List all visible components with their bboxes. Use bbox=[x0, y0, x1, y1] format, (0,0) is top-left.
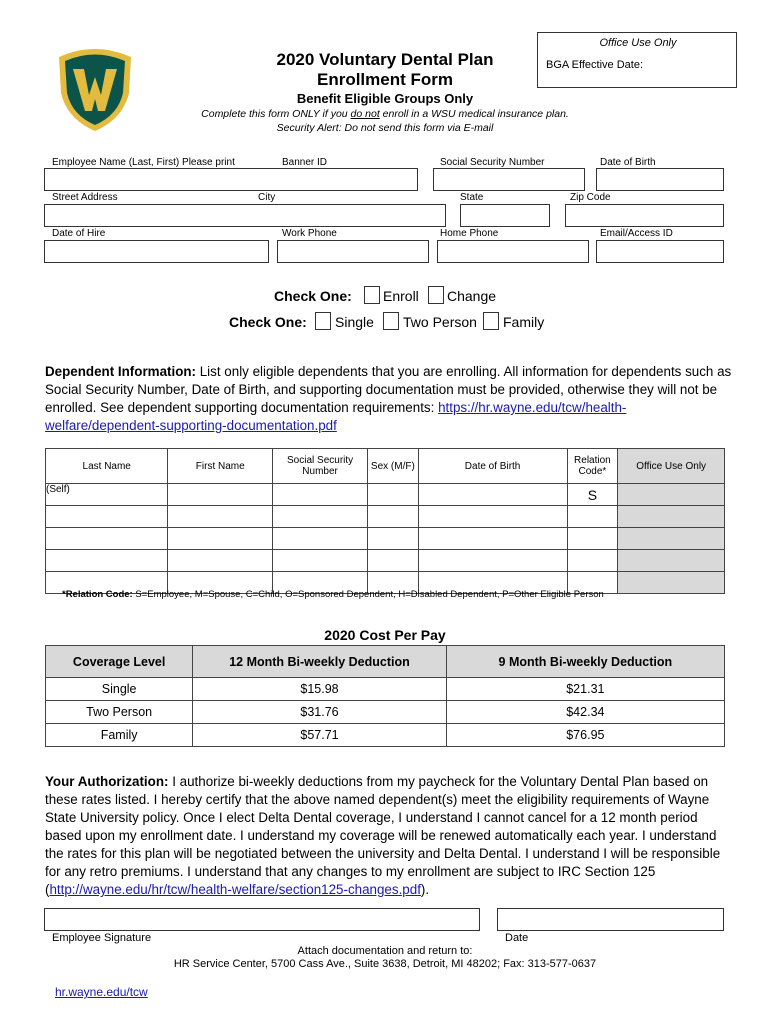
enroll-label: Enroll bbox=[383, 288, 419, 304]
dependent-doc-link[interactable]: https://hr.wayne.edu/tcw/health-welfare/dependent-supporting-documentation.pdf bbox=[45, 400, 627, 433]
date-label: Date bbox=[505, 932, 529, 944]
self-label: (Self) bbox=[46, 484, 168, 506]
office-use-title: Office Use Only bbox=[599, 37, 677, 49]
col-dob: Date of Birth bbox=[418, 449, 567, 484]
dependent-table bbox=[45, 448, 725, 594]
col-relation-code: Relation Code* bbox=[567, 449, 618, 484]
coverage-level-cell: Two Person bbox=[46, 701, 193, 724]
street-label: Street Address bbox=[52, 192, 118, 203]
bga-effective-date-label: BGA Effective Date: bbox=[546, 59, 644, 71]
street-city-field[interactable] bbox=[44, 204, 446, 227]
email-field[interactable] bbox=[596, 240, 724, 263]
city-label: City bbox=[258, 192, 276, 203]
family-label: Family bbox=[503, 314, 545, 330]
date-field[interactable] bbox=[497, 908, 724, 931]
cost-9-month-cell: $42.34 bbox=[446, 701, 724, 724]
form-title: 2020 Voluntary Dental Plan bbox=[276, 50, 494, 69]
security-alert: Security Alert: Do not send this form via E-mail bbox=[276, 122, 494, 134]
dob-field[interactable] bbox=[596, 168, 724, 191]
hire-date-field[interactable] bbox=[44, 240, 269, 263]
check-one-coverage-label: Check One: bbox=[229, 314, 307, 330]
table-row bbox=[46, 724, 725, 747]
table-row bbox=[46, 678, 725, 701]
cost-title: 2020 Cost Per Pay bbox=[324, 627, 446, 643]
zip-label: Zip Code bbox=[570, 192, 611, 203]
col-sex: Sex (M/F) bbox=[368, 449, 419, 484]
cost-12-month-cell: $31.76 bbox=[193, 701, 446, 724]
cost-12-month-cell: $57.71 bbox=[193, 724, 446, 747]
employee-name-label: Employee Name (Last, First) Please print bbox=[52, 157, 235, 168]
table-row bbox=[46, 550, 725, 572]
table-row bbox=[46, 484, 725, 506]
office-use-box bbox=[537, 32, 737, 88]
header-9-month: 9 Month Bi-weekly Deduction bbox=[446, 646, 724, 678]
home-phone-field[interactable] bbox=[437, 240, 589, 263]
change-label: Change bbox=[447, 288, 497, 304]
benefit-groups-heading: Benefit Eligible Groups Only bbox=[296, 91, 474, 106]
cost-table bbox=[45, 645, 725, 747]
col-ssn: Social Security Number bbox=[273, 449, 368, 484]
form-subtitle: Enrollment Form bbox=[316, 70, 453, 89]
table-row bbox=[46, 701, 725, 724]
home-phone-label: Home Phone bbox=[440, 228, 499, 239]
dob-label: Date of Birth bbox=[600, 157, 656, 168]
cost-9-month-cell: $21.31 bbox=[446, 678, 724, 701]
return-address: HR Service Center, 5700 Cass Ave., Suite 3638, Detroit, MI 48202; Fax: 313-577-0637 bbox=[173, 958, 597, 970]
single-checkbox[interactable] bbox=[315, 312, 331, 330]
two-person-label: Two Person bbox=[403, 314, 477, 330]
col-last-name: Last Name bbox=[46, 449, 168, 484]
wayne-state-logo bbox=[55, 43, 135, 133]
work-phone-field[interactable] bbox=[277, 240, 429, 263]
table-row bbox=[46, 528, 725, 550]
change-checkbox[interactable] bbox=[428, 286, 444, 304]
hire-date-label: Date of Hire bbox=[52, 228, 106, 239]
single-label: Single bbox=[335, 314, 374, 330]
self-relation-code: S bbox=[567, 484, 618, 506]
authorization-paragraph: Your Authorization: I authorize bi-weekly deductions from my paycheck for the Voluntary Dental Plan based on these rates listed. I hereby certify that the above named dependent(s) meet the eligibility requirements of Wayne State University policy. Once I elect Delta Dental coverage, I understand I cannot cancel for a 12 month period based upon my enrollment date. I understand my coverage will be renewed automatically each year. I understand the rates for this plan will be negotiated between the university and Delta Dental. I understand I will be responsible for any retro premiums. I understand that any changes to my enrollment are subject to IRC Section 125 (http://wayne.edu/hr/tcw/health-welfare/section125-changes.pdf). bbox=[45, 774, 721, 897]
employee-name-banner-field[interactable] bbox=[44, 168, 418, 191]
cost-9-month-cell: $76.95 bbox=[446, 724, 724, 747]
header-coverage-level: Coverage Level bbox=[46, 646, 193, 678]
cost-12-month-cell: $15.98 bbox=[193, 678, 446, 701]
ssn-label: Social Security Number bbox=[440, 157, 545, 168]
col-first-name: First Name bbox=[168, 449, 273, 484]
enroll-checkbox[interactable] bbox=[364, 286, 380, 304]
coverage-level-cell: Single bbox=[46, 678, 193, 701]
zip-field[interactable] bbox=[565, 204, 724, 227]
employee-signature-label: Employee Signature bbox=[52, 932, 152, 944]
state-field[interactable] bbox=[460, 204, 550, 227]
work-phone-label: Work Phone bbox=[282, 228, 337, 239]
state-label: State bbox=[460, 192, 484, 203]
header-12-month: 12 Month Bi-weekly Deduction bbox=[193, 646, 446, 678]
check-one-action-label: Check One: bbox=[274, 288, 352, 304]
employee-signature-field[interactable] bbox=[44, 908, 480, 931]
banner-id-label: Banner ID bbox=[282, 157, 328, 168]
two-person-checkbox[interactable] bbox=[383, 312, 399, 330]
return-instructions: Attach documentation and return to: bbox=[297, 945, 473, 957]
email-label: Email/Access ID bbox=[600, 228, 673, 239]
col-office-use: Office Use Only bbox=[618, 449, 725, 484]
family-checkbox[interactable] bbox=[483, 312, 499, 330]
ssn-field[interactable] bbox=[433, 168, 585, 191]
section125-link[interactable]: http://wayne.edu/hr/tcw/health-welfare/section125-changes.pdf bbox=[49, 882, 421, 897]
coverage-level-cell: Family bbox=[46, 724, 193, 747]
table-row bbox=[46, 506, 725, 528]
footer-link[interactable]: hr.wayne.edu/tcw bbox=[55, 985, 148, 999]
dependent-info-paragraph: Dependent Information: List only eligible dependents that you are enrolling. All information for dependents such as Social Security Number, Date of Birth, and supporting documentation must be provided, otherwise they will not be enrolled. See dependent supporting documentation requirements: https://hr.wayne.edu/tcw/health-welfare/dependent-supporting-documentation.pdf bbox=[45, 364, 732, 433]
relation-code-footnote: *Relation Code: S=Employee, M=Spouse, C=Child, O=Sponsored Dependent, H=Disabled Dependent, P=Other Eligible Person bbox=[62, 589, 604, 600]
instruction-text: Complete this form ONLY if you do not enroll in a WSU medical insurance plan. bbox=[201, 108, 569, 120]
